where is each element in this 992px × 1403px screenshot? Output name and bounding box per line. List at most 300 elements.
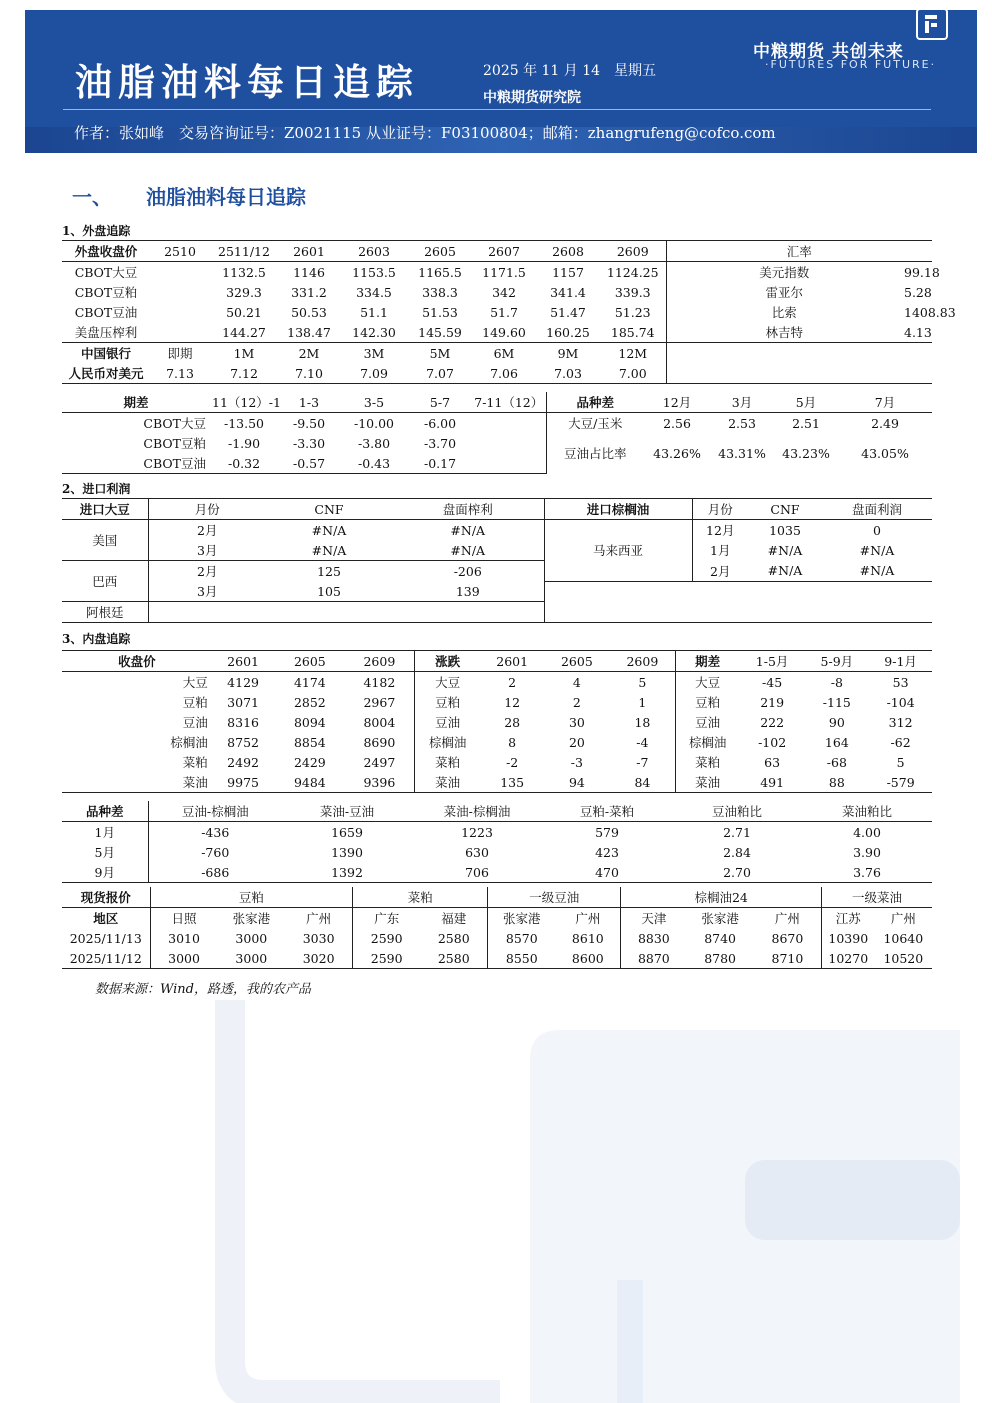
- table-cell: 1408.83: [904, 304, 956, 320]
- report-title: 油脂油料每日追踪: [75, 61, 419, 104]
- table-row: [62, 752, 932, 772]
- table-cell: 阿根廷: [62, 602, 148, 623]
- table-cell: 3.76: [802, 862, 932, 883]
- table-row: [62, 712, 932, 732]
- table-cell: #N/A: [392, 520, 544, 541]
- table-row: [62, 732, 932, 752]
- table-cell: -436: [201, 824, 230, 840]
- table-cell: 8752: [227, 734, 259, 750]
- table-cell: 豆粕: [182, 695, 208, 710]
- table-cell: 2609: [345, 651, 414, 672]
- table-cell: [392, 602, 544, 623]
- table-cell: 7.03: [536, 363, 600, 384]
- col-header: 2510: [150, 241, 210, 262]
- table-cell: 3010: [168, 930, 200, 946]
- table-cell: 现货报价: [62, 887, 150, 908]
- table-cell: 20: [568, 734, 585, 750]
- foreign-spread-table: [62, 392, 932, 474]
- fx-header: 汇率: [666, 241, 932, 262]
- table-cell: -102: [758, 734, 787, 750]
- brand-slogan: 中粮期货 共创未来: [753, 42, 904, 62]
- empty-cell: [692, 581, 748, 602]
- table-cell: -0.32: [210, 453, 278, 474]
- table-row: [62, 862, 932, 883]
- cofco-logo-icon: [916, 8, 948, 40]
- table-cell: 12月: [644, 392, 710, 413]
- table-cell: -13.50: [223, 415, 264, 431]
- table-cell: 63: [764, 754, 781, 770]
- table-cell: 423: [595, 844, 619, 860]
- table-cell: 8670: [754, 928, 822, 948]
- text: 油脂油料每日追踪: [146, 185, 306, 209]
- table-cell: 334.5: [356, 284, 392, 300]
- table-cell: CBOT豆油: [74, 305, 138, 320]
- table-cell: 2.84: [723, 844, 751, 860]
- table-cell: 美元指数: [759, 265, 810, 280]
- table-cell: 3月: [710, 392, 774, 413]
- table-cell: 棕榈油24: [621, 887, 822, 908]
- table-cell: #N/A: [859, 542, 895, 558]
- table-cell: 125: [317, 563, 341, 579]
- table-row: [62, 772, 932, 793]
- table-cell: -3.80: [357, 435, 391, 451]
- table-row: [62, 581, 932, 602]
- table-cell: 巴西: [62, 561, 148, 602]
- table-cell: 广州: [285, 908, 353, 929]
- table-cell: 138.47: [278, 322, 340, 343]
- table-cell: 142.30: [340, 322, 408, 343]
- table-cell: 8: [508, 734, 517, 750]
- table-cell: 105: [266, 581, 392, 602]
- table-cell: 日照: [171, 911, 197, 926]
- table-cell: 7-11（12）: [472, 392, 546, 413]
- table-cell: 1392: [282, 862, 412, 883]
- table-cell: 菜油: [414, 772, 481, 793]
- table-cell: 12M: [600, 343, 666, 364]
- table-cell: 8690: [345, 732, 414, 752]
- table-cell: 2605: [544, 651, 611, 672]
- table-cell: 5-7: [408, 392, 472, 413]
- table-cell: 43.26%: [653, 445, 701, 461]
- table-cell: 2580: [420, 948, 488, 969]
- table-cell: 18: [610, 712, 675, 732]
- col-header: 2608: [536, 241, 600, 262]
- table-cell: 人民币对美元: [62, 363, 150, 384]
- table-cell: 广东: [374, 911, 400, 926]
- table-cell: 美盘压榨利: [62, 322, 150, 343]
- col-header: 2603: [340, 241, 408, 262]
- table-cell: 2590: [370, 930, 403, 946]
- table-cell: 1157: [552, 264, 584, 280]
- table-cell: 9484: [274, 772, 345, 793]
- table-cell: 2967: [345, 692, 414, 712]
- col-header: 2607: [472, 241, 536, 262]
- table-cell: #N/A: [767, 542, 803, 558]
- table-cell: 99.18: [904, 264, 940, 280]
- table-cell: 312: [888, 714, 913, 730]
- table-cell: 10390: [828, 930, 869, 946]
- table-cell: 豆油: [435, 715, 461, 730]
- table-cell: 2590: [353, 948, 421, 969]
- table-cell: CBOT豆油: [62, 453, 210, 474]
- table-cell: 43.23%: [782, 445, 830, 461]
- table-cell: 8550: [488, 948, 556, 969]
- table-cell: [148, 602, 266, 623]
- table-cell: #N/A: [822, 561, 932, 582]
- table-cell: -45: [762, 674, 783, 690]
- table-cell: 2609: [610, 651, 675, 672]
- brand-subtitle: ·FUTURES FOR FUTURE·: [765, 58, 937, 71]
- table-cell: -3.70: [423, 435, 457, 451]
- table-cell: 一级豆油: [488, 887, 621, 908]
- table-cell: -3: [570, 754, 583, 770]
- cny-rate-row: [62, 363, 932, 384]
- table-cell: -2: [506, 754, 519, 770]
- table-cell: 10640: [883, 930, 924, 946]
- table-cell: 9396: [345, 772, 414, 793]
- table-cell: 张家港: [232, 911, 271, 926]
- empty-cell: [692, 602, 748, 623]
- table-cell: 2.49: [871, 415, 899, 431]
- table-cell: 4129: [227, 674, 259, 690]
- table-cell: 2025/11/13: [62, 928, 150, 948]
- table-cell: 2497: [345, 752, 414, 772]
- table-cell: 2月: [197, 523, 218, 538]
- table-cell: 涨跌: [414, 651, 481, 672]
- table-cell: 84: [610, 772, 675, 793]
- table-cell: 广州: [555, 908, 621, 929]
- table-cell: 豆粕: [435, 695, 461, 710]
- table-cell: 中国银行: [80, 346, 131, 361]
- table-cell: 1月: [62, 822, 148, 843]
- table-cell: 7月: [838, 392, 932, 413]
- table-cell: CNF: [748, 499, 822, 520]
- table-cell: 338.3: [422, 284, 458, 300]
- table-cell: 9月: [62, 862, 148, 883]
- table-cell: 51.1: [360, 304, 388, 320]
- table-cell: 豆油粕比: [672, 801, 802, 822]
- table-cell: 164: [824, 734, 849, 750]
- table-cell: 棕榈油: [170, 735, 208, 750]
- table-cell: 50.21: [226, 304, 262, 320]
- table-cell: 豆粕: [695, 695, 721, 710]
- table-cell: -6.00: [423, 415, 457, 431]
- data-source-note: 数据来源：Wind，路透，我的农产品: [95, 982, 311, 997]
- empty-cell: [666, 363, 902, 384]
- table-cell: 2492: [227, 754, 259, 770]
- col-header: 2601: [278, 241, 340, 262]
- table-cell: 5M: [429, 345, 451, 361]
- table-cell: 收盘价: [62, 651, 212, 672]
- table-cell: 7.13: [150, 363, 210, 384]
- table-row: [62, 602, 932, 623]
- table-cell: 1165.5: [418, 264, 462, 280]
- table-cell: 2.70: [672, 862, 802, 883]
- col-header: 2605: [408, 241, 472, 262]
- table-cell: 5月: [774, 392, 838, 413]
- table-cell: 8316: [227, 714, 259, 730]
- table-cell: 3071: [227, 694, 259, 710]
- table-cell: 4.13: [902, 322, 932, 343]
- table-cell: 5月: [62, 842, 148, 862]
- table-cell: 8094: [293, 714, 326, 730]
- table-cell: 8854: [293, 734, 326, 750]
- table-cell: 林吉特: [666, 322, 902, 343]
- table-cell: 3000: [218, 948, 286, 969]
- table-cell: -115: [822, 694, 851, 710]
- table-cell: 大豆/玉米: [568, 416, 623, 431]
- table-cell: 3月: [148, 540, 266, 561]
- table-cell: 2.53: [728, 415, 756, 431]
- table-cell: 菜粕: [695, 755, 721, 770]
- table-cell: 1153.5: [352, 264, 396, 280]
- table-cell: 9975: [212, 772, 275, 793]
- table-cell: 331.2: [291, 284, 327, 300]
- table-cell: 1171.5: [482, 264, 526, 280]
- table-cell: 12: [504, 694, 521, 710]
- table-cell: 51.23: [600, 302, 666, 322]
- table-cell: [472, 433, 546, 453]
- table-cell: 0: [873, 522, 881, 538]
- table-cell: 豆油: [182, 715, 208, 730]
- table-cell: CBOT大豆: [74, 265, 138, 280]
- table-cell: 张家港: [701, 911, 739, 926]
- table-cell: [150, 262, 210, 283]
- import-profit-table: [62, 498, 932, 623]
- table-cell: 222: [760, 714, 785, 730]
- table-cell: 8870: [621, 948, 687, 969]
- table-row: [62, 433, 932, 453]
- table-cell: 张家港: [503, 911, 541, 926]
- table-cell: 53: [892, 674, 909, 690]
- table-cell: -579: [869, 772, 932, 793]
- table-row: [62, 302, 932, 322]
- import-header-row: [62, 499, 932, 520]
- table-cell: 品种差: [546, 392, 644, 413]
- table-row: [62, 672, 932, 693]
- table-cell: 菜油: [62, 772, 212, 793]
- table-cell: -760: [201, 844, 230, 860]
- table-cell: -62: [890, 734, 911, 750]
- table-cell: 2.71: [723, 824, 751, 840]
- table-cell: 盘面利润: [822, 499, 932, 520]
- spot-group-row: [62, 887, 932, 908]
- table-cell: 菜油-棕榈油: [412, 801, 542, 822]
- table-cell: #N/A: [748, 561, 822, 582]
- table-cell: 43.05%: [861, 445, 909, 461]
- table-cell: 145.59: [408, 322, 472, 343]
- table-cell: 菜粕: [182, 755, 208, 770]
- table-cell: 3月: [148, 581, 266, 602]
- table-cell: 5-9月: [804, 651, 869, 672]
- table-cell: 8780: [686, 948, 754, 969]
- table-cell: 8600: [555, 948, 621, 969]
- table-cell: 豆粕-菜粕: [542, 801, 672, 822]
- table-cell: 342: [492, 284, 516, 300]
- foreign-market-table: [62, 240, 956, 384]
- table-cell: -3.30: [292, 435, 326, 451]
- table-cell: 1-5月: [740, 651, 805, 672]
- table-cell: 4: [572, 674, 581, 690]
- table-cell: 2月: [197, 564, 218, 579]
- table-cell: 1035: [769, 522, 801, 538]
- section-title: [72, 181, 306, 210]
- table-cell: 棕榈油: [428, 735, 467, 750]
- table-cell: -0.57: [278, 453, 340, 474]
- table-cell: 棕榈油: [688, 735, 727, 750]
- table-cell: 1: [610, 692, 675, 712]
- table-cell: 1124.25: [600, 262, 666, 283]
- table-cell: 月份: [148, 499, 266, 520]
- table-cell: 219: [760, 694, 785, 710]
- table-cell: 160.25: [536, 322, 600, 343]
- table-cell: 149.60: [472, 322, 536, 343]
- table-cell: 一级菜油: [821, 887, 932, 908]
- report-institute: 中粮期货研究院: [483, 90, 581, 106]
- table-row: [62, 692, 932, 712]
- table-cell: 88: [804, 772, 869, 793]
- header-divider: [63, 109, 931, 110]
- table-cell: 30: [568, 714, 585, 730]
- table-cell: -104: [886, 694, 915, 710]
- empty-cell: [544, 581, 692, 602]
- table-cell: 8004: [345, 712, 414, 732]
- table-cell: 天津: [641, 911, 667, 926]
- table-cell: 3000: [235, 930, 268, 946]
- table-cell: 491: [740, 772, 805, 793]
- table-cell: 7.06: [472, 363, 536, 384]
- table-cell: -10.00: [353, 415, 394, 431]
- table-cell: 2.56: [663, 415, 691, 431]
- subsection-foreign: 1、外盘追踪: [62, 224, 131, 238]
- table-cell: -4: [610, 732, 675, 752]
- table-row: [62, 413, 932, 434]
- subsection-import: 2、进口利润: [62, 482, 131, 496]
- empty-cell: [748, 581, 822, 602]
- table-cell: 1132.5: [222, 264, 266, 280]
- table-cell: 10520: [875, 948, 932, 969]
- table-cell: 进口棕榈油: [544, 499, 692, 520]
- table-cell: 即期: [167, 346, 193, 361]
- report-date: 2025 年 11 月 14 星期五: [483, 63, 657, 79]
- table-cell: 2025/11/12: [62, 948, 150, 969]
- table-cell: 51.7: [490, 304, 518, 320]
- table-cell: 1223: [461, 824, 493, 840]
- table-cell: 12月: [706, 523, 735, 538]
- table-cell: 月份: [692, 499, 748, 520]
- table-cell: 10270: [821, 948, 874, 969]
- table-cell: [150, 282, 210, 302]
- empty-cell: [902, 343, 932, 364]
- table-cell: -0.43: [340, 453, 408, 474]
- table-cell: 5: [610, 672, 675, 693]
- empty-cell: [822, 581, 932, 602]
- table-cell: [150, 302, 210, 322]
- table-cell: 豆油: [695, 715, 721, 730]
- table-cell: 341.4: [550, 284, 586, 300]
- table-cell: #N/A: [266, 540, 392, 561]
- table-cell: 2M: [298, 345, 320, 361]
- table-cell: 5.28: [904, 284, 932, 300]
- table-cell: 大豆: [182, 675, 208, 690]
- table-cell: 2429: [293, 754, 326, 770]
- empty-cell: [666, 343, 902, 364]
- table-cell: 9-1月: [869, 651, 932, 672]
- table-cell: -1.90: [227, 435, 261, 451]
- table-row: [62, 842, 932, 862]
- table-cell: 3.90: [853, 844, 881, 860]
- table-cell: #N/A: [392, 540, 544, 561]
- subsection-domestic: 3、内盘追踪: [62, 632, 131, 646]
- table-cell: -9.50: [292, 415, 326, 431]
- table-cell: 135: [481, 772, 544, 793]
- table-cell: 1390: [331, 844, 363, 860]
- table-cell: 2601: [212, 651, 275, 672]
- table-cell: 豆粕: [150, 887, 353, 908]
- col-header: 2511/12: [210, 241, 278, 262]
- table-cell: 7.12: [210, 363, 278, 384]
- table-row: [62, 322, 932, 343]
- variety-header-row: [62, 801, 932, 822]
- table-cell: 2601: [481, 651, 544, 672]
- table-cell: [472, 413, 546, 434]
- table-cell: 1月: [710, 543, 731, 559]
- table-cell: -7: [610, 752, 675, 772]
- table-cell: CBOT豆粕: [74, 285, 138, 300]
- table-cell: 185.74: [600, 322, 666, 343]
- table-cell: 2: [508, 674, 517, 690]
- table-cell: 94: [544, 772, 611, 793]
- domestic-variety-table: [62, 801, 932, 883]
- table-cell: 28: [504, 714, 521, 730]
- table-cell: 广州: [754, 908, 822, 929]
- table-cell: 3030: [285, 928, 353, 948]
- spot-region-row: [62, 908, 932, 929]
- foreign-header-row: [62, 241, 932, 262]
- table-cell: -68: [826, 754, 847, 770]
- table-cell: 8710: [754, 948, 822, 969]
- table-row: [62, 822, 932, 843]
- table-cell: 339.3: [600, 282, 666, 302]
- table-cell: 4182: [345, 672, 414, 693]
- col-header: 2609: [600, 241, 666, 262]
- table-cell: 8740: [704, 930, 737, 946]
- table-cell: 90: [828, 714, 845, 730]
- table-cell: 菜油粕比: [802, 801, 932, 822]
- table-cell: #N/A: [311, 522, 347, 538]
- table-cell: 菜粕: [353, 887, 488, 908]
- table-cell: -0.17: [408, 453, 472, 474]
- empty-cell: [902, 363, 932, 384]
- table-cell: 139: [392, 581, 544, 602]
- spot-price-table: [62, 887, 932, 969]
- table-cell: 8610: [555, 928, 621, 948]
- table-cell: 51.53: [422, 304, 458, 320]
- table-cell: 1M: [233, 345, 255, 361]
- table-row: [62, 561, 932, 582]
- table-cell: 50.53: [291, 304, 327, 320]
- table-row: [62, 928, 932, 948]
- table-cell: 1659: [331, 824, 363, 840]
- report-header: [25, 10, 977, 153]
- table-cell: 期差: [62, 392, 210, 413]
- table-cell: 2.51: [792, 415, 820, 431]
- table-cell: 706: [412, 862, 542, 883]
- table-cell: 2605: [274, 651, 345, 672]
- table-cell: 盘面榨利: [392, 499, 544, 520]
- spread-header-row: [62, 392, 932, 413]
- table-cell: 菜油: [675, 772, 740, 793]
